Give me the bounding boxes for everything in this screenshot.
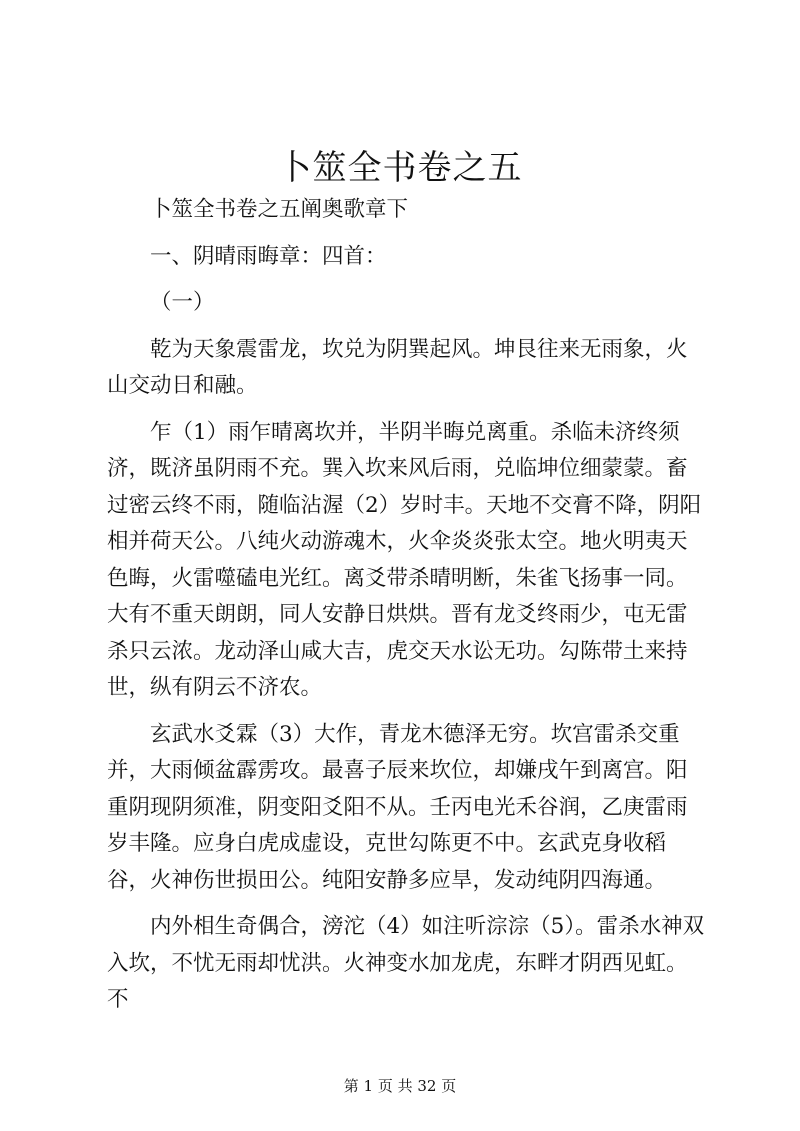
page-footer: 第 1 页 共 32 页	[343, 1077, 457, 1095]
document-title: 卜筮全书卷之五	[277, 148, 523, 188]
paragraph: 乍（1）雨乍晴离坎并，半阴半晦兑离重。杀临未济终须济，既济虽阴雨不充。巽入坎来风后雨，兑临坤位细蒙蒙。畜过密云终不雨，随临沾渥（2）岁时丰。天地不交膏不降，阴阳相并荷天公。八纯火动游魂木，火伞炎炎张太空。地火明夷天色晦，火雷噬磕电光红。离爻带杀晴明断，朱雀飞扬事一同。大有不重天朗朗，同人安静日烘烘。晋有龙爻终雨少，屯无雷杀只云浓。龙动泽山咸大吉，虎交天水讼无功。勾陈带土来持世，纵有阴云不济农。	[107, 419, 702, 700]
paragraph: 玄武水爻霖（3）大作，青龙木德泽无穷。坎宫雷杀交重并，大雨倾盆霹雳攻。最喜子辰来坎位，却嫌戌午到离宫。阳重阴现阴须准，阴变阳爻阳不从。壬丙电光禾谷润，乙庚雷雨岁丰隆。应身白虎成虚设，克世勾陈更不中。玄武克身收稻谷，火神伤世损田公。纯阳安静多应旱，发动纯阴四海通。	[107, 721, 688, 893]
part-label: （一）	[150, 290, 215, 315]
subtitle: 卜筮全书卷之五阐奥歌章下	[150, 197, 409, 222]
paragraph: 内外相生奇偶合，滂沱（4）如注听淙淙（5）。雷杀水神双入坎，不忧无雨却忧洪。火神变水加龙虎，东畔才阴西见虹。不	[107, 914, 705, 1012]
document-body	[107, 192, 707, 1019]
section-heading: 一、阴晴雨晦章：四首：	[150, 243, 387, 269]
paragraph: 乾为天象震雷龙，坎兑为阴巽起风。坤艮往来无雨象，火山交动日和融。	[107, 336, 688, 398]
